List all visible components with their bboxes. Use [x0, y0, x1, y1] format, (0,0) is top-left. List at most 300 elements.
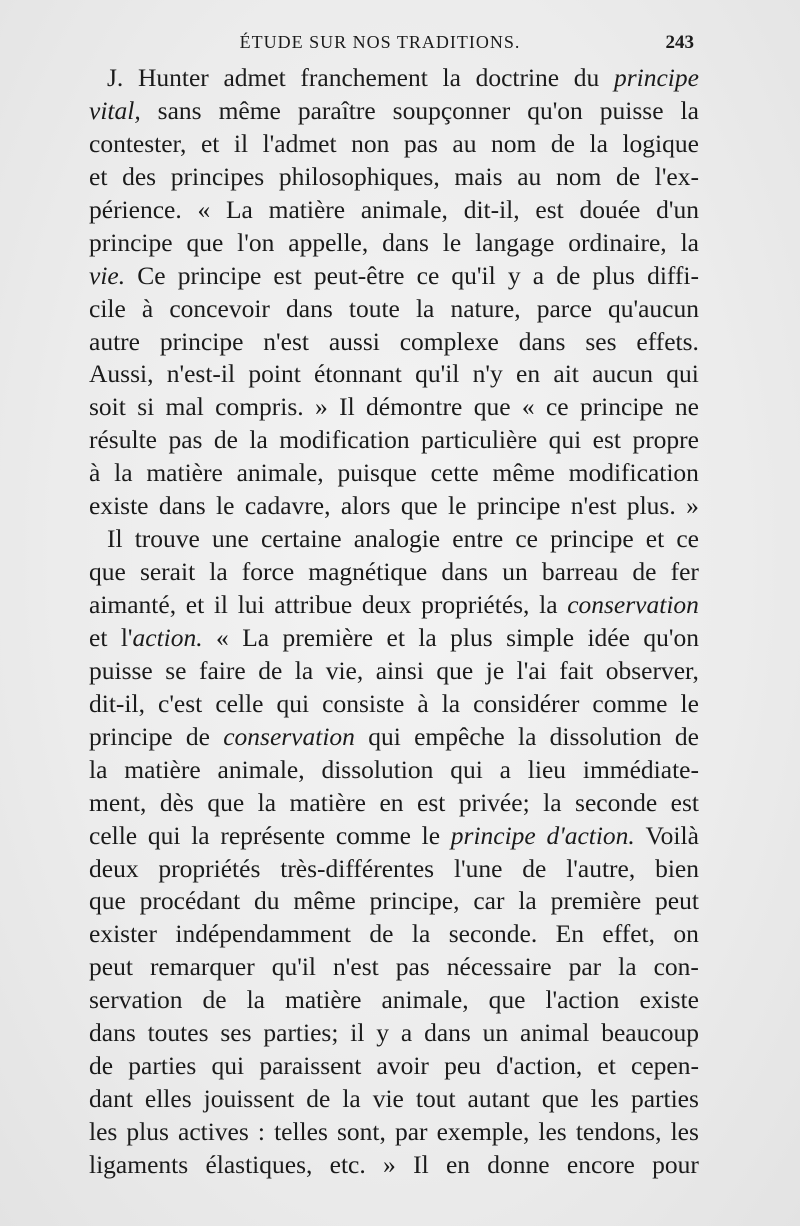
- word: en: [516, 359, 541, 389]
- word: l'action: [545, 985, 620, 1015]
- word: a: [532, 260, 545, 290]
- word: autre: [89, 326, 140, 356]
- word: beaucoup: [601, 1018, 699, 1048]
- word: la: [589, 128, 608, 158]
- word: idée: [587, 622, 630, 652]
- word: En: [555, 919, 584, 949]
- text-line: [89, 951, 699, 984]
- word: de: [213, 425, 238, 455]
- word: effets.: [636, 326, 699, 356]
- word: aimanté,: [89, 590, 177, 619]
- word: démontre: [366, 392, 463, 422]
- word: n'est: [570, 491, 617, 521]
- word: je: [485, 655, 505, 685]
- word: Aussi,: [89, 359, 154, 389]
- word: on: [673, 919, 699, 949]
- word: modification: [568, 458, 699, 488]
- word: qu'il: [451, 260, 496, 290]
- word: ait: [553, 359, 579, 389]
- text-line: [89, 655, 699, 688]
- word: principe: [550, 524, 634, 554]
- word: deux: [89, 853, 139, 883]
- word: vital,: [89, 95, 141, 125]
- word: dissolution: [549, 721, 662, 751]
- word: qui: [450, 754, 483, 784]
- word: ainsi: [375, 655, 424, 685]
- word: lieu: [527, 754, 567, 784]
- word: que: [473, 392, 511, 422]
- word: etc.: [329, 1149, 366, 1179]
- word: force: [241, 557, 295, 587]
- word: aussi: [328, 326, 380, 356]
- word: La: [242, 622, 270, 652]
- word: dans: [89, 1018, 136, 1048]
- word: certaine: [260, 524, 342, 554]
- text-line: [89, 820, 699, 853]
- word: d'un: [656, 194, 699, 224]
- word: cette: [430, 458, 479, 488]
- word: actives: [178, 1117, 249, 1146]
- word: seconde.: [448, 919, 538, 949]
- word: alors: [340, 491, 391, 521]
- word: Il: [107, 524, 123, 554]
- word: il: [350, 1018, 365, 1048]
- word: concevoir: [169, 293, 270, 323]
- text-line: [89, 358, 699, 391]
- word: comme: [335, 820, 411, 850]
- word: et: [386, 622, 405, 652]
- word: la: [342, 1084, 361, 1114]
- word: que: [488, 985, 526, 1015]
- word: dès: [159, 787, 194, 817]
- word: donne: [487, 1149, 550, 1179]
- word: l'ex-: [654, 161, 699, 191]
- word: nom: [555, 161, 602, 191]
- word: en: [379, 787, 404, 817]
- word: puisse: [89, 655, 153, 685]
- word: l'autre,: [566, 853, 636, 883]
- word: immédiate-: [582, 754, 699, 784]
- word: jouissent: [203, 1084, 295, 1114]
- word: c'est: [158, 688, 203, 718]
- word: de: [550, 128, 575, 158]
- word: soupçonner: [392, 95, 511, 125]
- word: les: [89, 1117, 118, 1146]
- word: première: [282, 622, 374, 652]
- word: n'est-il: [166, 359, 236, 389]
- word: non: [351, 128, 390, 158]
- word: qu'on: [643, 622, 699, 652]
- word: con-: [653, 952, 699, 982]
- word: la: [539, 590, 558, 619]
- text-line: [89, 688, 699, 721]
- word: la: [191, 820, 210, 850]
- word: et: [185, 590, 205, 619]
- word: point: [248, 359, 301, 389]
- word: fait: [559, 655, 594, 685]
- text-line: [89, 161, 699, 194]
- text-line: [89, 1083, 699, 1116]
- word: J.: [107, 63, 124, 92]
- word: lui: [237, 590, 265, 619]
- word: y: [376, 1018, 390, 1048]
- word: servation: [89, 985, 183, 1015]
- word: dans: [441, 557, 489, 587]
- word: faire: [199, 655, 246, 685]
- word: animale,: [236, 458, 324, 488]
- word: ce: [676, 524, 699, 554]
- word: douée: [579, 194, 641, 224]
- word: principe: [177, 260, 262, 290]
- word: qui: [666, 359, 699, 389]
- word: n'est: [263, 326, 309, 356]
- word: même: [218, 95, 281, 125]
- word: appelle,: [288, 227, 369, 257]
- text-line: [89, 457, 699, 490]
- word: peut-être: [313, 260, 405, 290]
- word: ses: [220, 1018, 252, 1048]
- word: n'y: [472, 359, 503, 389]
- word: dit-il,: [463, 194, 520, 224]
- word: autant: [467, 1084, 530, 1114]
- word: qu'il: [271, 952, 316, 982]
- word: pour: [652, 1149, 699, 1179]
- word: animale,: [381, 985, 469, 1015]
- word: de: [89, 1051, 114, 1081]
- word: philosophiques,: [278, 161, 440, 191]
- page-header: [0, 32, 800, 58]
- word: «: [197, 194, 211, 224]
- word: parties;: [263, 1018, 339, 1048]
- word: dans: [424, 1018, 471, 1048]
- word: dans: [382, 227, 429, 257]
- word: dans: [286, 293, 333, 323]
- word: consiste: [322, 688, 405, 718]
- word: ses: [585, 326, 617, 356]
- word: la: [680, 95, 699, 125]
- word: ne: [674, 392, 699, 422]
- word: les: [538, 1117, 567, 1146]
- word: celle: [89, 820, 138, 850]
- word: même: [293, 886, 356, 916]
- word: magnétique: [308, 557, 428, 587]
- word: qui: [368, 721, 401, 751]
- word: animal: [520, 1018, 590, 1048]
- word: d'action.: [546, 820, 635, 850]
- word: la: [441, 688, 461, 718]
- word: sans: [157, 95, 202, 125]
- text-line: [89, 293, 699, 326]
- word: principe: [579, 392, 664, 422]
- word: »: [686, 491, 699, 521]
- word: principes: [170, 161, 265, 191]
- word: ordinaire,: [568, 227, 667, 257]
- word: la: [294, 655, 314, 685]
- word: mais: [454, 161, 503, 191]
- word: ment,: [89, 787, 147, 817]
- word: du: [254, 886, 280, 916]
- word: d'action,: [496, 1051, 583, 1081]
- word: nom: [491, 128, 537, 158]
- word: principe: [89, 721, 173, 751]
- text-line: [89, 556, 699, 589]
- text-line: [89, 918, 699, 951]
- text-line: [89, 1149, 699, 1182]
- word: propre: [632, 425, 699, 455]
- word: il: [233, 128, 249, 158]
- word: tendons,: [575, 1117, 662, 1146]
- text-line: [89, 589, 699, 622]
- word: effet,: [602, 919, 655, 949]
- text-line: [89, 391, 699, 424]
- word: très-différentes: [280, 853, 435, 883]
- text-line: [89, 1017, 699, 1050]
- word: le: [448, 491, 467, 521]
- text-line: [89, 424, 699, 457]
- word: a: [400, 1018, 413, 1048]
- text-line: [89, 622, 699, 655]
- word: la: [543, 787, 562, 817]
- text-line: [89, 95, 699, 128]
- word: est: [273, 260, 302, 290]
- word: par: [568, 952, 602, 982]
- word: contester,: [89, 128, 187, 158]
- word: l'admet: [262, 128, 337, 158]
- text-line: [89, 721, 699, 754]
- word: de: [674, 721, 699, 751]
- text-line: [89, 260, 699, 293]
- word: mal: [165, 392, 204, 422]
- word: est: [535, 194, 564, 224]
- word: les: [590, 1084, 619, 1114]
- word: avoir: [376, 1051, 429, 1081]
- word: logique: [622, 128, 699, 158]
- word: observer,: [605, 655, 699, 685]
- text-line: [89, 853, 699, 886]
- word: par: [394, 1117, 428, 1146]
- word: y: [507, 260, 521, 290]
- word: le: [216, 491, 235, 521]
- word: est: [670, 787, 699, 817]
- word: parce: [536, 293, 592, 323]
- word: aucun: [592, 359, 654, 389]
- word: »: [315, 392, 328, 422]
- word: de: [306, 1084, 331, 1114]
- word: le: [680, 688, 699, 718]
- word: matière: [268, 194, 346, 224]
- word: dissolution: [321, 754, 434, 784]
- word: matière: [146, 458, 223, 488]
- word: l'action.: [120, 622, 203, 652]
- word: privée;: [458, 787, 530, 817]
- word: si: [137, 392, 155, 422]
- word: la: [209, 557, 228, 587]
- word: étonnant: [314, 359, 402, 389]
- word: n'est: [333, 952, 379, 982]
- word: et: [645, 524, 665, 554]
- word: Il: [339, 392, 355, 422]
- word: de: [258, 655, 283, 685]
- word: cadavre,: [244, 491, 331, 521]
- word: plus: [592, 260, 635, 290]
- word: cepen-: [631, 1051, 699, 1081]
- text-line: [89, 885, 699, 918]
- word: tout: [415, 1084, 456, 1114]
- word: que: [436, 655, 474, 685]
- word: complexe: [399, 326, 499, 356]
- word: modification: [279, 425, 410, 455]
- word: deux: [361, 590, 412, 619]
- word: dant: [89, 1084, 133, 1114]
- word: qui: [211, 1051, 245, 1081]
- word: sont,: [336, 1117, 386, 1146]
- text-line: [89, 1116, 699, 1149]
- word: et: [597, 1051, 616, 1081]
- word: seconde: [575, 787, 658, 817]
- word: conservation: [567, 590, 699, 619]
- word: plus: [450, 622, 493, 652]
- word: toute: [348, 293, 400, 323]
- word: peut: [655, 886, 699, 916]
- word: du: [573, 63, 600, 92]
- word: de: [615, 161, 641, 191]
- word: de: [185, 721, 210, 751]
- word: les: [670, 1117, 699, 1146]
- body-text: [89, 62, 699, 1182]
- word: matière: [124, 754, 201, 784]
- word: la: [89, 754, 108, 784]
- word: à: [89, 458, 101, 488]
- word: elles: [144, 1084, 192, 1114]
- word: «: [216, 622, 229, 652]
- word: principe: [159, 326, 244, 356]
- word: dans: [158, 491, 206, 521]
- word: simple: [506, 622, 575, 652]
- word: cile: [89, 293, 126, 323]
- word: »: [383, 1149, 396, 1179]
- word: entre: [452, 524, 504, 554]
- word: la: [418, 622, 437, 652]
- word: principe: [450, 820, 536, 850]
- word: pas: [403, 128, 438, 158]
- word: franchement: [300, 63, 428, 92]
- word: vie,: [325, 655, 364, 685]
- word: telles: [274, 1117, 328, 1146]
- word: la: [114, 458, 133, 488]
- word: est: [417, 787, 446, 817]
- word: exemple,: [436, 1117, 530, 1146]
- text-line: [89, 984, 699, 1017]
- word: ce: [515, 524, 538, 554]
- word: existe: [89, 491, 149, 521]
- word: la: [442, 63, 461, 92]
- word: que: [541, 1084, 579, 1114]
- word: serait: [139, 557, 196, 587]
- word: exister: [89, 919, 157, 949]
- text-line: [89, 1050, 699, 1083]
- word: que: [89, 557, 126, 587]
- word: la: [415, 293, 435, 323]
- word: un: [502, 557, 528, 587]
- word: encore: [566, 1149, 635, 1179]
- word: la: [246, 985, 265, 1015]
- word: particulière: [421, 425, 538, 455]
- word: périence.: [89, 194, 182, 224]
- word: que: [89, 886, 126, 916]
- word: qui: [147, 820, 181, 850]
- word: trouve: [134, 524, 200, 554]
- word: ce: [416, 260, 440, 290]
- word: principe: [476, 491, 561, 521]
- word: vie.: [89, 260, 126, 290]
- text-line: [89, 490, 699, 523]
- text-line: [89, 326, 699, 359]
- word: compris.: [215, 392, 304, 422]
- word: peut: [89, 952, 133, 982]
- word: puisse: [599, 95, 664, 125]
- word: au: [452, 128, 477, 158]
- word: principe: [89, 227, 173, 257]
- word: de: [369, 919, 394, 949]
- word: «: [521, 392, 535, 422]
- word: existe: [639, 985, 699, 1015]
- word: puisque: [337, 458, 417, 488]
- word: représente: [220, 820, 326, 850]
- word: la: [411, 919, 431, 949]
- word: qu'on: [527, 95, 583, 125]
- word: Il: [413, 1149, 429, 1179]
- word: principe,: [369, 886, 460, 916]
- word: attribue: [274, 590, 353, 619]
- text-line: [89, 227, 699, 260]
- word: le: [442, 227, 462, 257]
- word: l'une: [453, 853, 503, 883]
- word: l'on: [237, 227, 275, 257]
- word: La: [225, 194, 253, 224]
- word: la: [249, 425, 268, 455]
- word: que: [207, 787, 245, 817]
- word: même: [492, 458, 555, 488]
- word: animale,: [360, 194, 448, 224]
- word: toutes: [147, 1018, 209, 1048]
- word: considérer: [473, 688, 580, 718]
- word: matière: [285, 985, 362, 1015]
- word: procédant: [139, 886, 241, 916]
- text-line: [89, 194, 699, 227]
- word: plus.: [626, 491, 676, 521]
- word: le: [421, 820, 441, 850]
- word: barreau: [541, 557, 619, 587]
- text-line: [89, 523, 699, 556]
- word: des: [122, 161, 157, 191]
- word: dit-il,: [89, 688, 145, 718]
- word: propriétés: [158, 853, 261, 883]
- word: Voilà: [645, 820, 699, 850]
- word: un: [482, 1018, 509, 1048]
- word: de: [522, 853, 547, 883]
- word: langage: [475, 227, 555, 257]
- word: il: [213, 590, 229, 619]
- word: de: [556, 260, 581, 290]
- word: de: [202, 985, 227, 1015]
- word: résulte: [89, 425, 157, 455]
- word: diffi-: [647, 260, 699, 290]
- word: qu'aucun: [608, 293, 699, 323]
- text-line: [89, 128, 699, 161]
- word: soit: [89, 392, 126, 422]
- word: qu'il: [415, 359, 460, 389]
- running-title: ÉTUDE SUR NOS TRADITIONS.: [239, 32, 521, 52]
